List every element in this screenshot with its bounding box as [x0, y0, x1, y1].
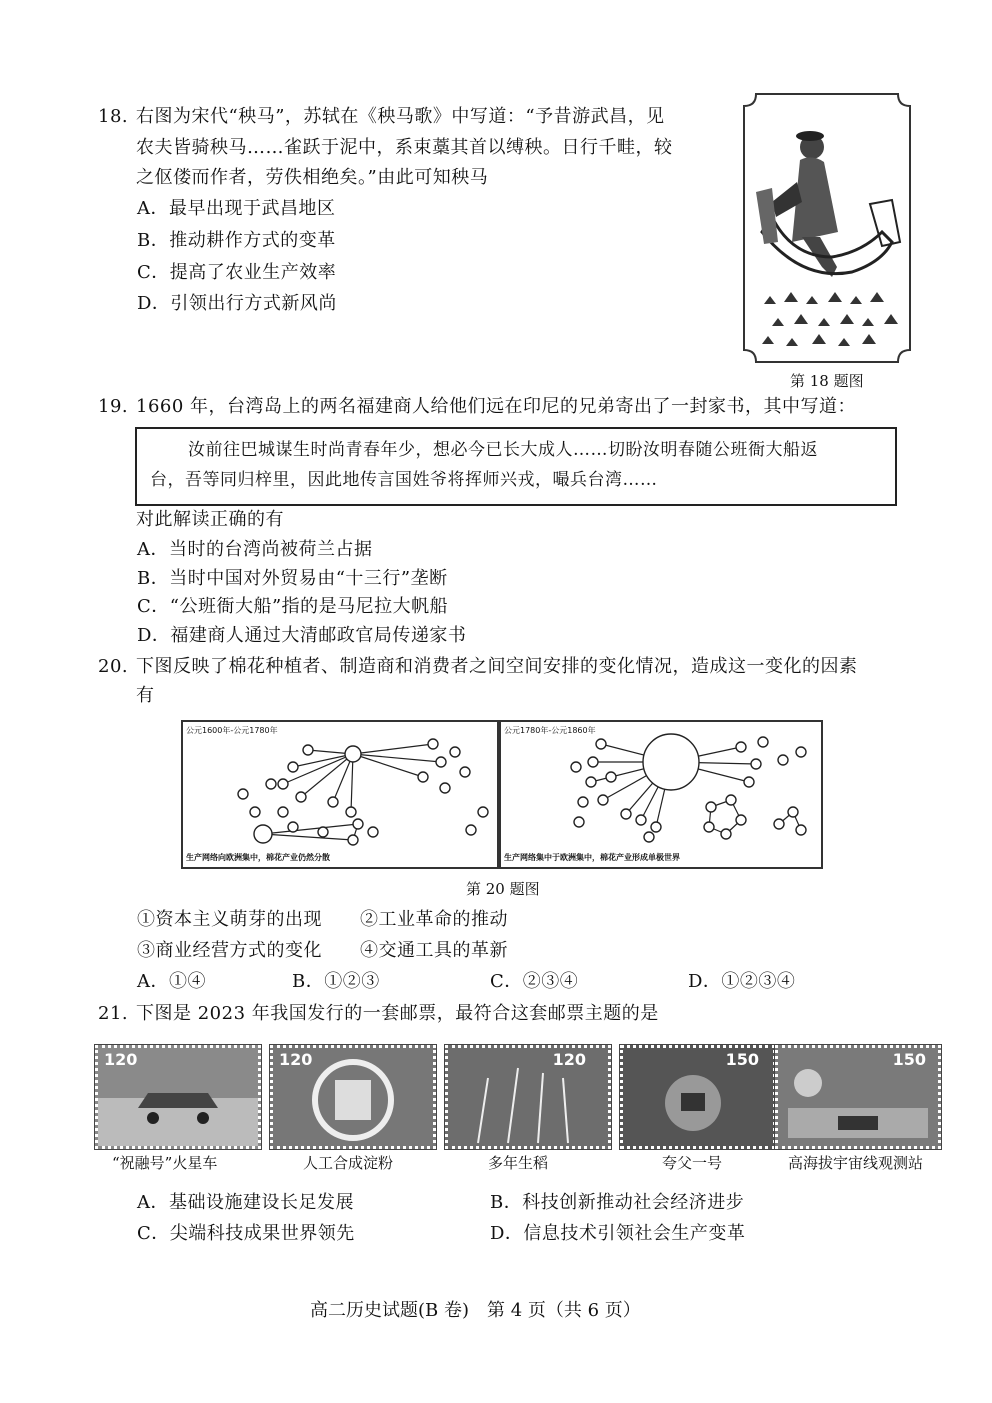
q20-panel-left-note: 生产网络向欧洲集中，棉花产业仍然分散 [186, 853, 330, 862]
q20-figure-caption: 第 20 题图 [466, 880, 540, 898]
q21-option-b: B．科技创新推动社会经济进步 [490, 1192, 745, 1213]
q20-option-d: D．①②③④ [688, 971, 796, 992]
stamp-rice [445, 1045, 611, 1149]
q20-item-2: ②工业革命的推动 [360, 909, 508, 930]
q20-number: 20. [98, 656, 129, 677]
q19-stem: 19. 1660 年，台湾岛上的两名福建商人给他们远在印尼的兄弟寄出了一封家书，其中写道： [98, 396, 857, 417]
q21-option-a: A．基础设施建设长足发展 [137, 1192, 354, 1213]
q20-panel-right [499, 720, 823, 869]
q18-line-1: 18. 右图为宋代“秧马”，苏轼在《秧马歌》中写道：“予昔游武昌，见 [98, 106, 665, 127]
page-footer: 高二历史试题(B 卷) 第 4 页（共 6 页） [310, 1300, 641, 1321]
q20-panel-left-title: 公元1600年-公元1780年 [186, 726, 278, 735]
stamp-starch [270, 1045, 436, 1149]
q18-option-d: D．引领出行方式新风尚 [137, 293, 337, 314]
q20-item-3: ③商业经营方式的变化 [137, 940, 322, 961]
q21-stem: 21. 下图是 2023 年我国发行的一套邮票，最符合这套邮票主题的是 [98, 1003, 659, 1024]
stamp-label-kuafu: 夸父一号 [662, 1154, 723, 1172]
stamp-zhurong [95, 1045, 261, 1149]
q18-option-c: C．提高了农业生产效率 [137, 262, 337, 283]
q20-left-network [183, 722, 497, 852]
q20-right-network [501, 722, 821, 852]
q19-option-b: B．当时中国对外贸易由“十三行”垄断 [137, 568, 448, 589]
q20-panel-right-title: 公元1780年-公元1860年 [504, 726, 596, 735]
q21-option-c: C．尖端科技成果世界领先 [137, 1223, 355, 1244]
q21-option-d: D．信息技术引领社会生产变革 [490, 1223, 746, 1244]
q21-number: 21. [98, 1003, 129, 1024]
q20-option-a: A．①④ [137, 971, 206, 992]
stamp-price: 150 [725, 1050, 759, 1069]
q18-figure [742, 92, 912, 364]
q18-number: 18. [98, 106, 129, 127]
q20-item-4: ④交通工具的革新 [360, 940, 508, 961]
q18-option-a: A．最早出现于武昌地区 [137, 198, 336, 219]
stamp-price: 150 [892, 1050, 926, 1069]
q19-option-d: D．福建商人通过大清邮政官局传递家书 [137, 625, 467, 646]
q18-option-b: B．推动耕作方式的变革 [137, 230, 336, 251]
q20-item-1: ①资本主义萌芽的出现 [137, 909, 322, 930]
q20-option-b: B．①②③ [292, 971, 380, 992]
q19-option-c: C．“公班衙大船”指的是马尼拉大帆船 [137, 596, 449, 617]
q19-quote-line-2: 台，吾等同归梓里，因此地传言国姓爷将挥师兴戎，嘬兵台湾…… [150, 470, 658, 490]
q19-option-a: A．当时的台湾尚被荷兰占据 [137, 539, 373, 560]
stamp-label-starch: 人工合成淀粉 [303, 1154, 394, 1172]
stamp-label-observatory: 高海拔宇宙线观测站 [788, 1154, 924, 1172]
stamp-price: 120 [279, 1050, 313, 1069]
yangma-illustration [742, 92, 912, 364]
q20-line-1: 20. 下图反映了棉花种植者、制造商和消费者之间空间安排的变化情况，造成这一变化的因素 [98, 656, 858, 677]
stamp-price: 120 [552, 1050, 586, 1069]
stamp-price: 120 [104, 1050, 138, 1069]
q19-quote-line-1: 汝前往巴城谋生时尚青春年少，想必今已长大成人……切盼汝明春随公班衙大船返 [188, 440, 818, 460]
stamp-observatory [775, 1045, 941, 1149]
q20-panel-right-note: 生产网络集中于欧洲集中，棉花产业形成单极世界 [504, 853, 680, 862]
q18-line-2: 农夫皆骑秧马……雀跃于泥中，系束藁其首以缚秧。日行千畦，较 [136, 137, 673, 158]
q20-line-2: 有 [136, 685, 155, 706]
stamp-label-rice: 多年生稻 [488, 1154, 549, 1172]
q19-number: 19. [98, 396, 129, 417]
stamp-label-zhurong: “祝融号”火星车 [112, 1154, 218, 1172]
q18-line-3: 之伛偻而作者，劳佚相绝矣。”由此可知秧马 [136, 167, 489, 188]
stamp-kuafu [620, 1045, 776, 1149]
q19-prompt: 对此解读正确的有 [136, 509, 284, 530]
q18-figure-caption: 第 18 题图 [790, 372, 864, 390]
q20-panel-left [181, 720, 499, 869]
q20-option-c: C．②③④ [490, 971, 579, 992]
